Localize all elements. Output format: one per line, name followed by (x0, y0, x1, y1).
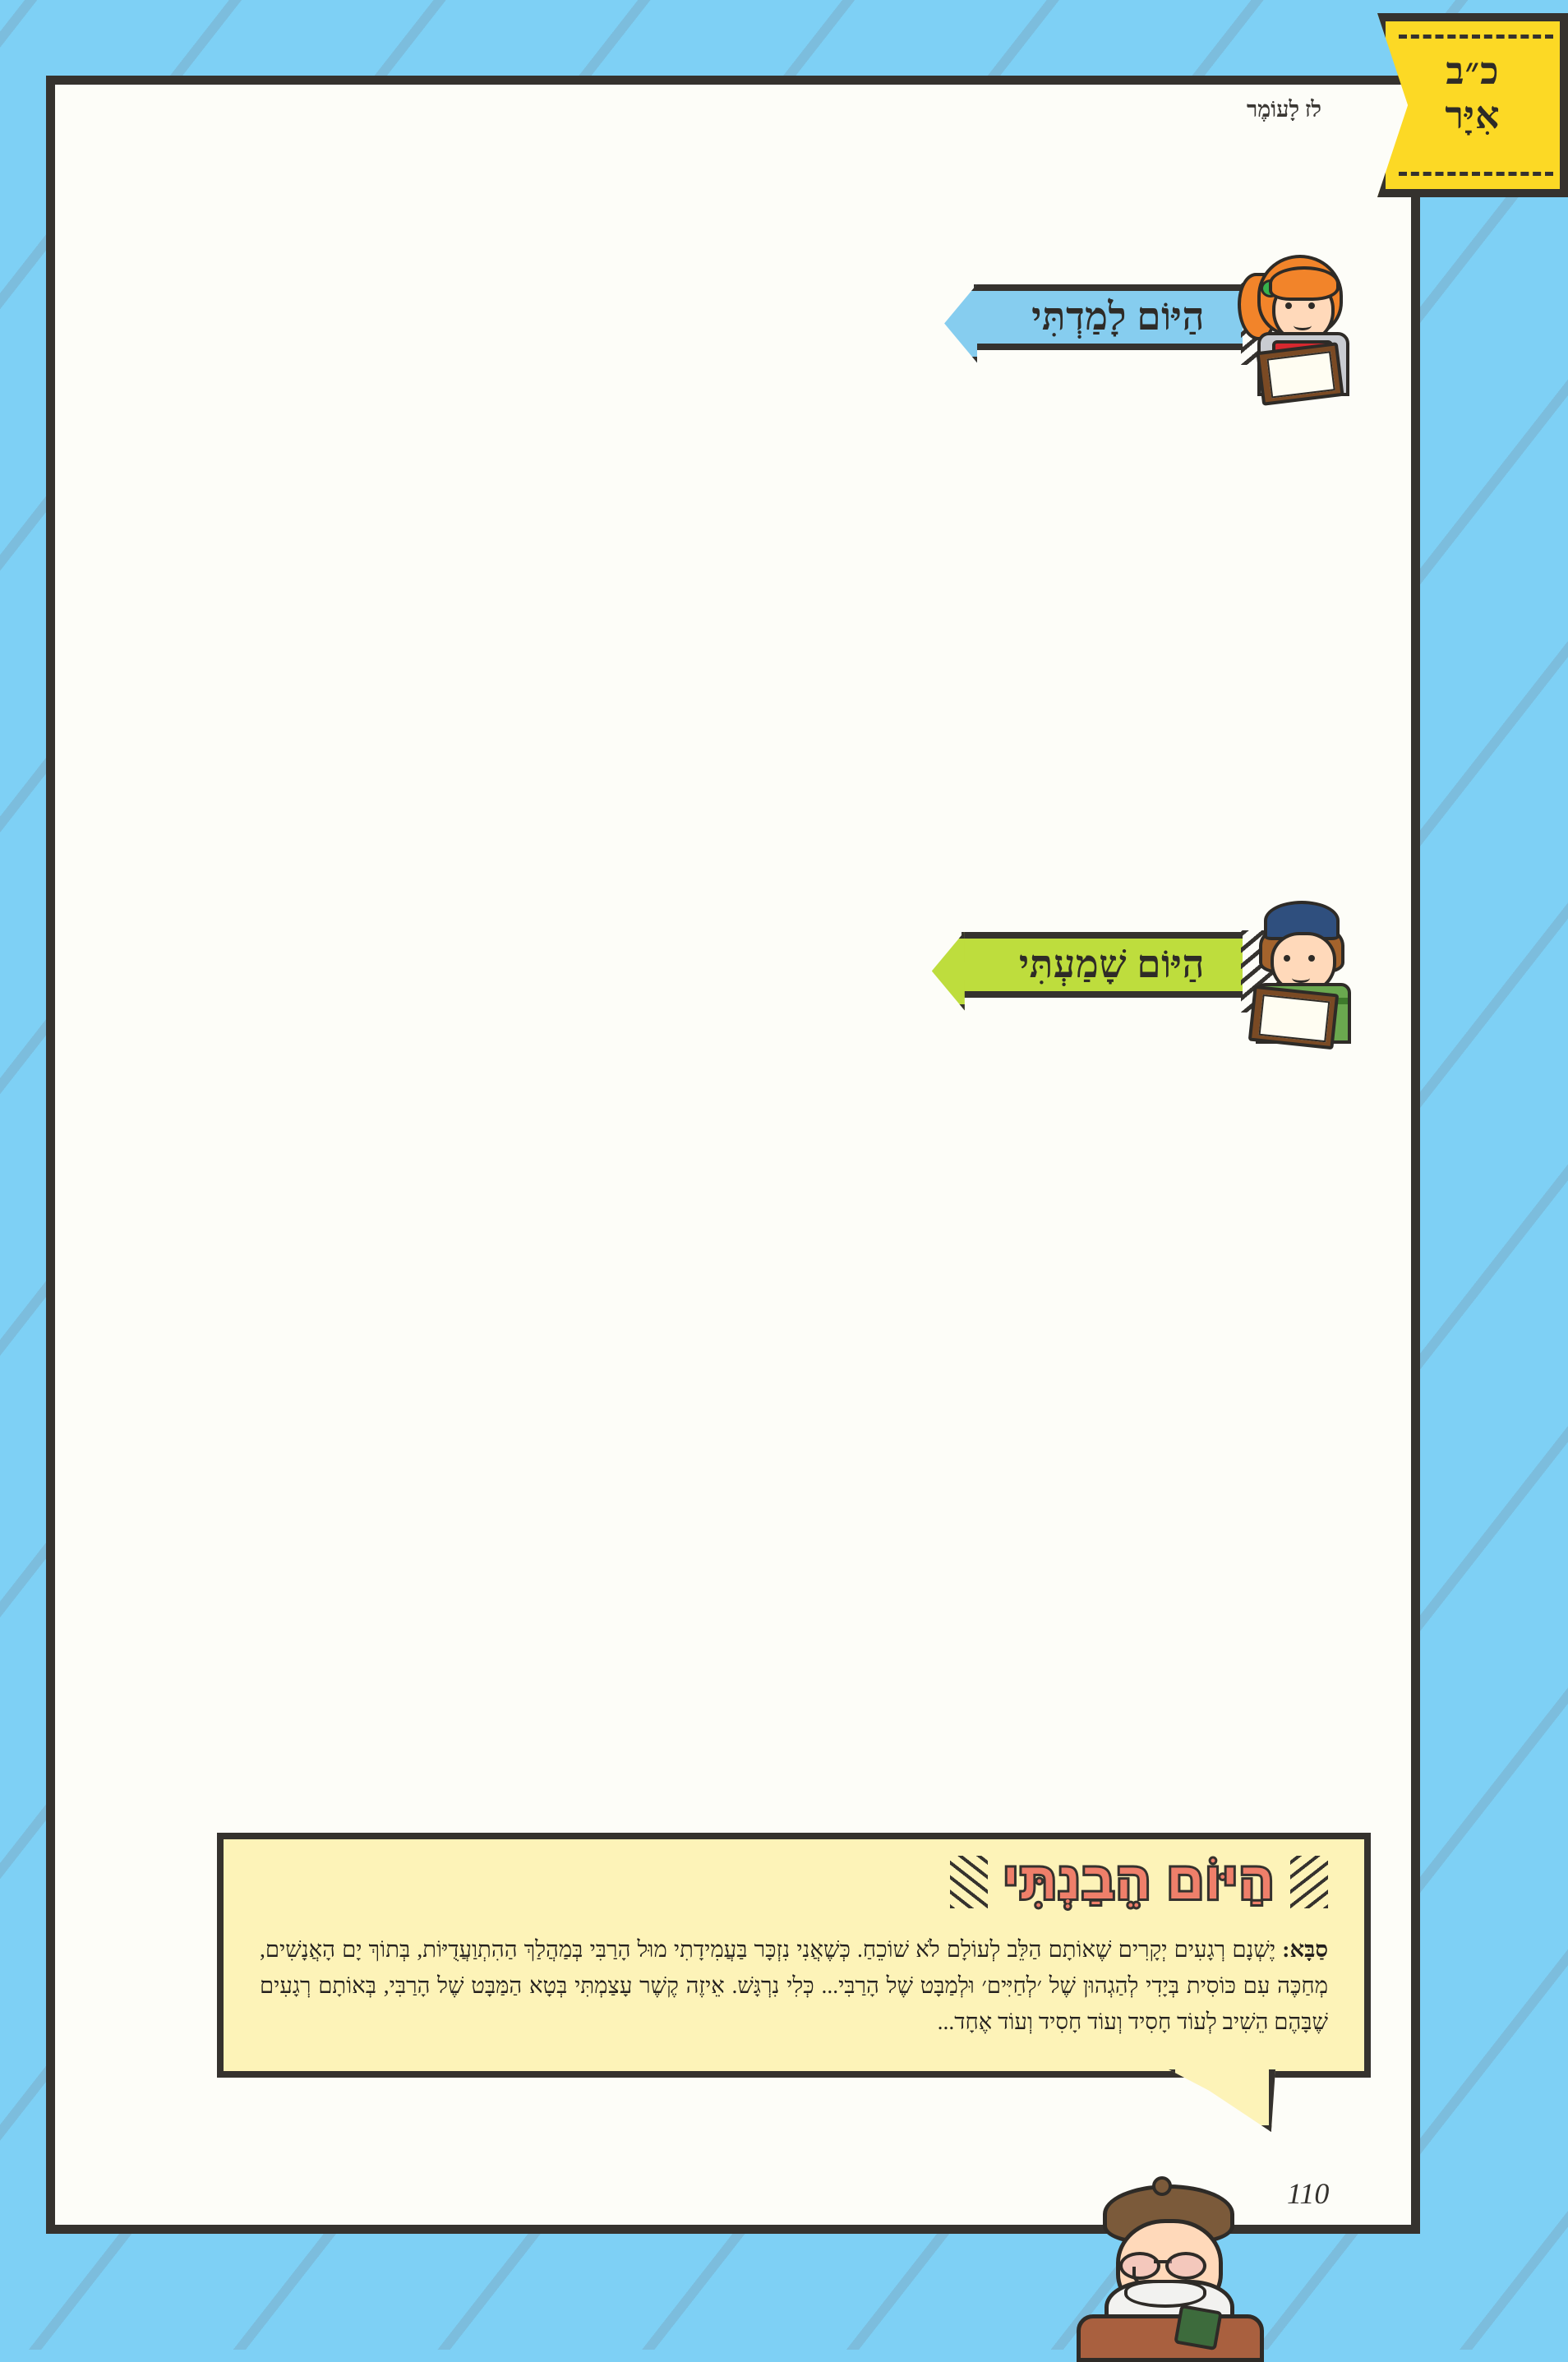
paragraph: סַבָּא: יֶשְׁנָם רְגָעִים יְקָרִים שֶׁאוֹתָם הַלֵּב לְעוֹלָם לֹא שׁוֹכֵחַ. כְּשֶׁאֲנִי נִזְכָּר בַּעֲמִידָתִי מוּל הָרַבִּי בְּמַהֲלַךְ הַהִתְוַעֲדֻיּוֹת, בְּתוֹךְ יָם הָאֲנָשִׁים, מְחַכֶּה עִם כּוֹסִית בְּיָדִי לְהַגְהוּן שֶׁל ׳לְחַיִּים׳ וּלְמַבָּט שֶׁל הָרַבִּי... כְּלִי נִרְגָּשׁ. אֵיזֶה קֶשֶׁר עָצַמְתִּי בְּטָא הַמַּבָּט שֶׁל הָרַבִּי, בְּאוֹתָם רְגָעִים שֶׁבָּהֶם הֵשִׁיב לְעוֹד חָסִיד וְעוֹד חָסִיד וְעוֹד אֶחָד... (260, 1936, 1328, 2034)
speech-bubble (217, 1833, 1371, 2078)
section-hayom-hevanti (217, 1833, 1371, 2078)
banner-shamati-ribbon (962, 932, 1243, 998)
date-corner-tab (1377, 13, 1568, 197)
banner-lamadeti-title: הַיּוֹם לָמַדְתִּי (1031, 295, 1205, 339)
hevanti-title-word-2: הֵבַנְתִּי (1003, 1853, 1153, 1910)
banner-shamati-title: הַיּוֹם שָׁמַעְתִּי (1018, 943, 1205, 986)
hevanti-title (950, 1852, 1328, 1911)
hevanti-title-word-1: הַיּוֹם (1167, 1853, 1275, 1910)
omer-count-label: לז לָעוֹמֶר (1247, 97, 1321, 122)
banner-lamadeti-ribbon (974, 284, 1243, 350)
tab-date-line2: אִיָּר (1445, 95, 1501, 137)
tab-stitch-bottom (1399, 172, 1553, 176)
tab-stitch-top (1399, 35, 1553, 39)
speaker-label: סַבָּא: (1282, 1936, 1328, 1962)
banner-lamadeti (974, 251, 1359, 382)
page-number: 110 (1287, 2177, 1330, 2210)
sunburst-left-icon (950, 1856, 988, 1908)
grandfather-icon (1054, 2176, 1275, 2350)
banner-shamati (962, 899, 1359, 1030)
tab-date-line1: כ״ב (1446, 50, 1500, 92)
tab-date-text (1377, 49, 1568, 139)
boy-reading-icon (1236, 899, 1359, 1035)
girl-reading-icon (1236, 251, 1359, 387)
sunburst-right-icon (1290, 1856, 1328, 1908)
